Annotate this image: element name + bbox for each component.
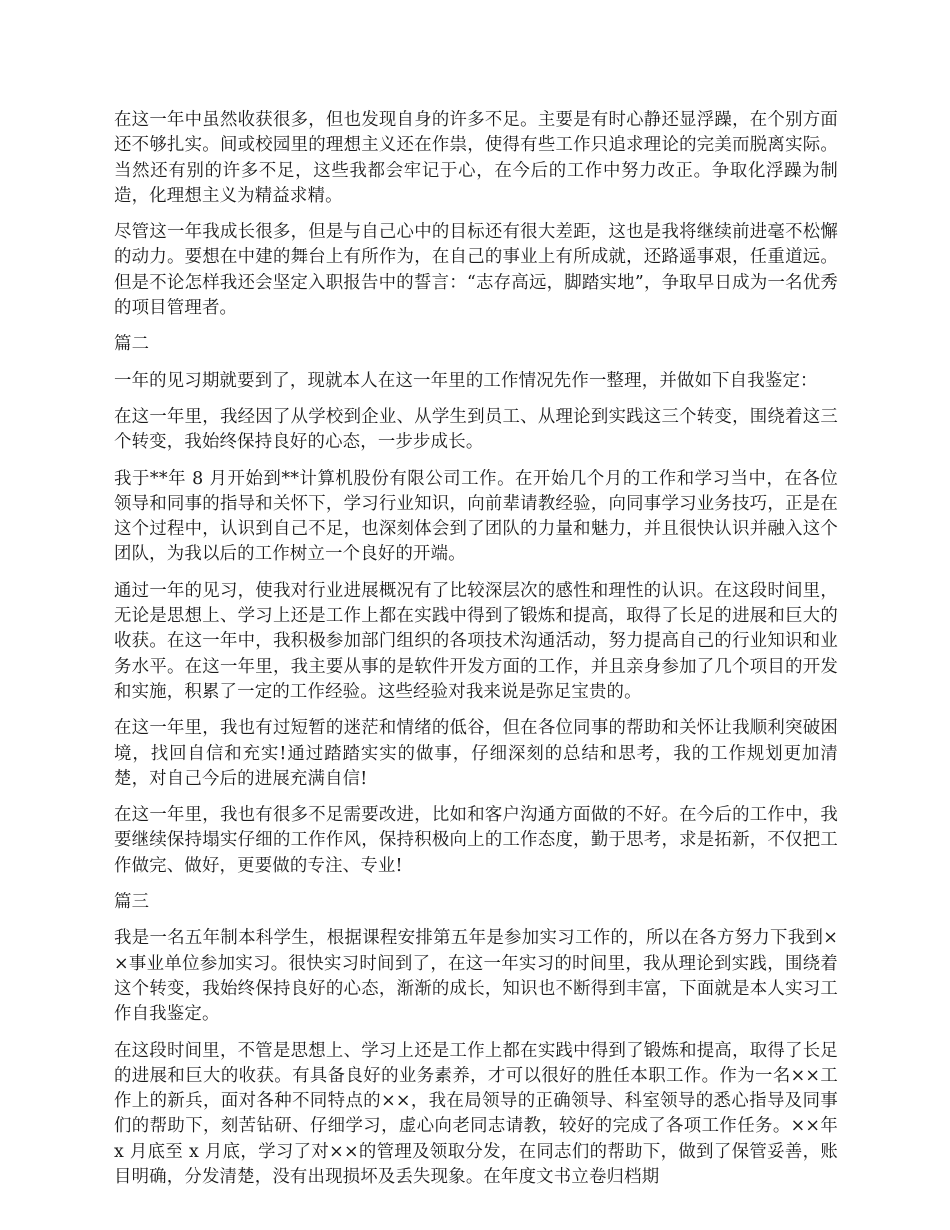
paragraph: 我是一名五年制本科学生，根据课程安排第五年是参加实习工作的，所以在各方努力下我到××事业单位参加实习。很快实习时间到了，在这一年实习的时间里，我从理论到实践，围绕着这个转变，我始终保持良好的心态，渐渐的成长，知识也不断得到丰富，下面就是本人实习工作自我鉴定。: [114, 928, 838, 1025]
paragraph: 在这段时间里，不管是思想上、学习上还是工作上都在实践中得到了锻炼和提高，取得了长足的进展和巨大的收获。有具备良好的业务素养，才可以很好的胜任本职工作。作为一名××工作上的新兵，面对各种不同特点的××，我在局领导的正确领导、科室领导的悉心指导及同事们的帮助下，刻苦钻研、仔细学习，虚心向老同志请教，较好的完成了各项工作任务。××年 x 月底至 x 月底，学习了对××的管理及领取分发，在同志们的帮助下，做到了保管妥善，账目明确，分发清楚，没有出现损坏及丢失现象。在年度文书立卷归档期: [114, 1040, 838, 1187]
paragraph: 在这一年里，我经因了从学校到企业、从学生到员工、从理论到实践这三个转变，围绕着这三个转变，我始终保持良好的心态，一步步成长。: [114, 406, 838, 453]
paragraph: 在这一年里，我也有很多不足需要改进，比如和客户沟通方面做的不好。在今后的工作中，我要继续保持塌实仔细的工作作风，保持积极向上的工作态度，勤于思考，求是拓新，不仅把工作做完、做好，更要做的专注、专业!: [114, 805, 838, 876]
section-heading: 篇三: [114, 892, 150, 913]
document-body: [114, 108, 838, 1201]
paragraph: 尽管这一年我成长很多，但是与自己心中的目标还有很大差距，这也是我将继续前进毫不松懈的动力。要想在中建的舞台上有所作为，在自己的事业上有所成就，还路遥事艰，任重道远。但是不论怎样我还会坚定入职报告中的誓言：“志存高远，脚踏实地”，争取早日成为一名优秀的项目管理者。: [114, 222, 838, 319]
paragraph: 在这一年中虽然收获很多，但也发现自身的许多不足。主要是有时心静还显浮躁，在个别方面还不够扎实。间或校园里的理想主义还在作祟，使得有些工作只追求理论的完美而脱离实际。当然还有别的许多不足，这些我都会牢记于心，在今后的工作中努力改正。争取化浮躁为制造，化理想主义为精益求精。: [114, 110, 838, 206]
paragraph: 我于**年 8 月开始到**计算机股份有限公司工作。在开始几个月的工作和学习当中，在各位领导和同事的指导和关怀下，学习行业知识，向前辈请教经验，向同事学习业务技巧，正是在这个过程中，认识到自己不足，也深刻体会到了团队的力量和魅力，并且很快认识并融入这个团队，为我以后的工作树立一个良好的开端。: [114, 468, 838, 565]
paragraph: 一年的见习期就要到了，现就本人在这一年里的工作情况先作一整理，并做如下自我鉴定：: [114, 370, 818, 391]
paragraph: 通过一年的见习，使我对行业进展概况有了比较深层次的感性和理性的认识。在这段时间里，无论是思想上、学习上还是工作上都在实践中得到了锻炼和提高，取得了长足的进展和巨大的收获。在这一年中，我积极参加部门组织的各项技术沟通活动，努力提高自己的行业知识和业务水平。在这一年里，我主要从事的是软件开发方面的工作，并且亲身参加了几个项目的开发和实施，积累了一定的工作经验。这些经验对我来说是弥足宝贵的。: [114, 580, 838, 702]
section-heading: 篇二: [114, 334, 150, 355]
paragraph: 在这一年里，我也有过短暂的迷茫和情绪的低谷，但在各位同事的帮助和关怀让我顺利突破困境，找回自信和充实!通过踏踏实实的做事，仔细深刻的总结和思考，我的工作规划更加清楚，对自己今后的进展充满自信!: [114, 718, 838, 789]
